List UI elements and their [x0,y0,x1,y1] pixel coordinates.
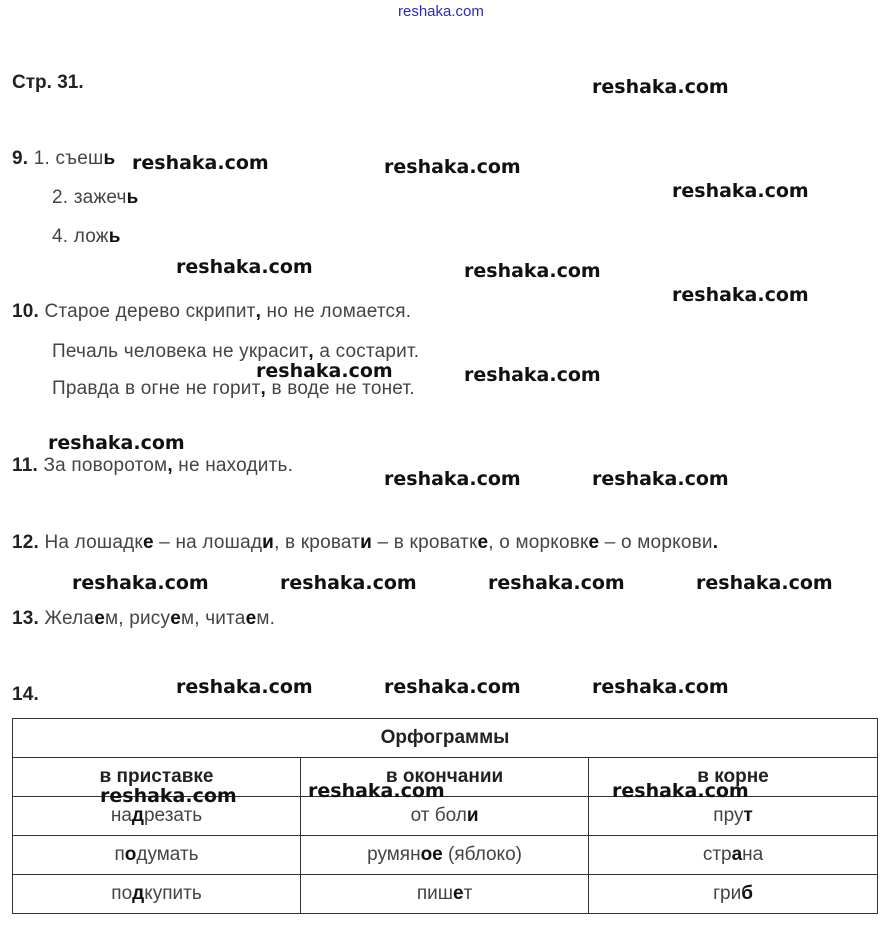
ex12-p2: – на лошад [153,532,263,553]
ex10-line-3: Правда в огне не горит, в воде не тонет. [52,378,415,399]
ex12-number: 12. [12,532,40,553]
page-label: Стр. 31. [12,72,84,93]
table-cell: гриб [589,875,878,914]
table-cell: подумать [13,836,301,875]
watermark: reshaka.com [176,676,313,698]
ex9-item-2: 2. зажеч [52,187,127,208]
watermark: reshaka.com [308,780,445,802]
ex13-p0: Жела [44,608,95,629]
top-watermark[interactable]: reshaka.com [398,3,484,20]
table-cell: страна [589,836,878,875]
table-title: Орфограммы [13,719,878,758]
ex9-item-2-letter: ь [126,187,139,208]
watermark: reshaka.com [48,432,185,454]
watermark: reshaka.com [464,364,601,386]
ex10-line-1-a: Старое дерево скрипит [44,301,256,322]
ex10-line-2-b: а состарит. [319,341,420,362]
orthogram-table [12,718,878,914]
ex12-p1: е [142,532,154,553]
ex13-p4: м, чита [180,608,246,629]
ex13-p1: е [94,608,105,629]
watermark: reshaka.com [256,360,393,382]
ex12-p3: и [262,532,275,553]
ex9-line-3 [52,226,121,248]
watermark: reshaka.com [612,780,749,802]
watermark: reshaka.com [384,468,521,490]
ex9-line-2 [52,187,138,209]
table-cell: от боли [301,797,589,836]
ex10-line-3-b: в воде не тонет. [271,378,415,399]
watermark: reshaka.com [672,180,809,202]
ex10-line-1-b: но не ломается. [266,301,412,322]
ex9-item-1-letter: ь [103,148,116,169]
watermark: reshaka.com [280,572,417,594]
table-cell: подкупить [13,875,301,914]
table-row [13,875,878,914]
ex13-line [12,608,275,630]
watermark: reshaka.com [696,572,833,594]
watermark: reshaka.com [488,572,625,594]
ex13-p2: м, рису [104,608,171,629]
ex10-line-2-a: Печаль человека не украсит [52,341,309,362]
watermark: reshaka.com [592,676,729,698]
watermark: reshaka.com [592,76,729,98]
ex12-p9: е [588,532,600,553]
ex11-b: не находить. [178,455,294,476]
ex11-a: За поворотом [43,455,168,476]
ex10-line-3-a: Правда в огне не горит [52,378,261,399]
ex12-p10: – о моркови [599,532,713,553]
ex9-item-3-letter: ь [108,226,121,247]
ex11-number: 11. [12,455,38,476]
watermark: reshaka.com [384,676,521,698]
ex13-number: 13. [12,608,40,629]
watermark: reshaka.com [176,256,313,278]
ex12-p6: – в кроватк [372,532,478,553]
ex9-item-3: 4. лож [52,226,109,247]
table-cell: румяное (яблоко) [301,836,589,875]
ex12-p4: , в кроват [274,532,361,553]
ex12-p5: и [360,532,373,553]
ex12-p0: На лошадк [44,532,143,553]
header-ending: в окончании [301,758,589,797]
watermark: reshaka.com [592,468,729,490]
ex13-p6: м. [256,608,276,629]
header-prefix: в приставке [13,758,301,797]
ex10-line-1: 10. Старое дерево скрипит, но не ломается. [12,301,412,322]
ex9-number: 9. [12,148,29,169]
watermark: reshaka.com [464,260,601,282]
table-row [13,836,878,875]
watermark: reshaka.com [384,156,521,178]
watermark: reshaka.com [672,284,809,306]
ex14-number: 14. [12,684,40,705]
watermark: reshaka.com [100,785,237,807]
ex12-p8: , о морковк [488,532,589,553]
table-cell: прут [589,797,878,836]
ex12-p7: е [477,532,489,553]
watermark: reshaka.com [72,572,209,594]
ex12-line [12,532,718,554]
ex14-line [12,684,39,706]
table-cell: надрезать [13,797,301,836]
watermark: reshaka.com [132,152,269,174]
ex11-line: 11. За поворотом, не находить. [12,455,294,476]
ex10-number: 10. [12,301,40,322]
ex10-line-2: Печаль человека не украсит, а состарит. [52,341,420,362]
ex13-p3: е [170,608,181,629]
ex9-item-1: 1. съеш [33,148,104,169]
ex9-line-1 [12,148,115,170]
ex12-p11: . [712,532,719,553]
table-cell: пишет [301,875,589,914]
header-root: в корне [589,758,878,797]
ex13-p5: е [245,608,257,629]
table-title-row [13,719,878,758]
